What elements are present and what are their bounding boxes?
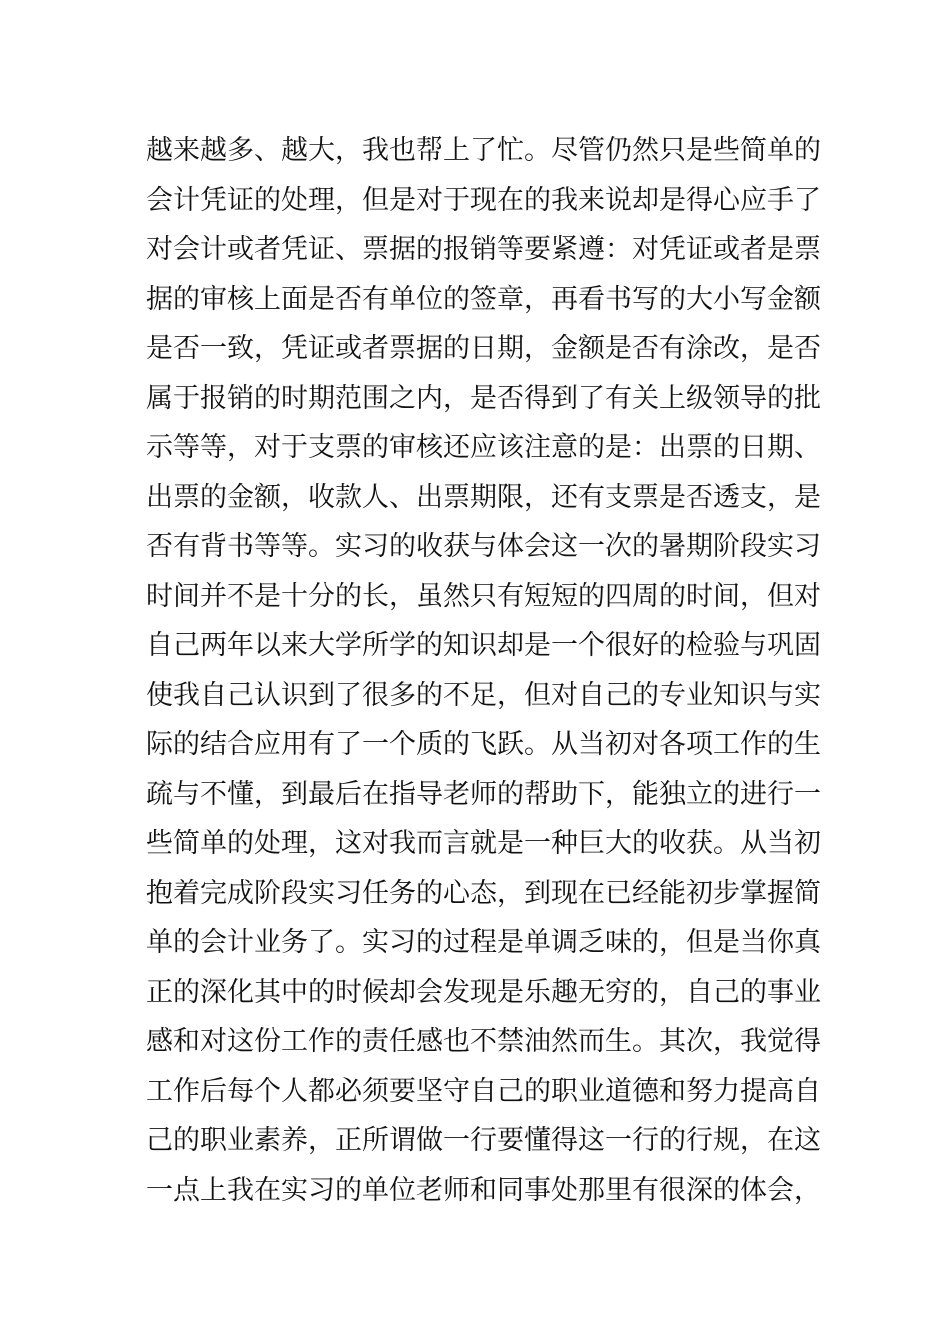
text-line: 己的职业素养，正所谓做一行要懂得这一行的行规，在这 [146, 1125, 821, 1156]
text-line: 时间并不是十分的长，虽然只有短短的四周的时间，但对 [146, 580, 821, 612]
text-line: 否有背书等等。实习的收获与体会这一次的暑期阶段实习 [146, 531, 821, 562]
body-text [146, 126, 821, 1215]
text-line: 使我自己认识到了很多的不足，但对自己的专业知识与实 [146, 679, 821, 711]
text-line: 际的结合应用有了一个质的飞跃。从当初对各项工作的生 [146, 729, 821, 760]
text-line: 一点上我在实习的单位老师和同事处那里有很深的体会， [146, 1174, 821, 1206]
text-line: 出票的金额，收款人、出票期限，还有支票是否透支，是 [146, 481, 821, 513]
text-line: 是否一致，凭证或者票据的日期，金额是否有涂改，是否 [146, 333, 821, 364]
text-line: 单的会计业务了。实习的过程是单调乏味的，但是当你真 [146, 927, 821, 958]
text-line: 工作后每个人都必须要坚守自己的职业道德和努力提高自 [146, 1075, 821, 1107]
text-line: 自己两年以来大学所学的知识却是一个很好的检验与巩固 [146, 630, 821, 661]
text-line: 对会计或者凭证、票据的报销等要紧遵：对凭证或者是票 [146, 234, 821, 265]
text-line: 些简单的处理，这对我而言就是一种巨大的收获。从当初 [146, 828, 821, 859]
text-line: 越来越多、越大，我也帮上了忙。尽管仍然只是些简单的 [146, 135, 821, 166]
text-line: 正的深化其中的时候却会发现是乐趣无穷的，自己的事业 [146, 976, 821, 1008]
text-line: 属于报销的时期范围之内，是否得到了有关上级领导的批 [146, 382, 821, 414]
text-line: 会计凭证的处理，但是对于现在的我来说却是得心应手了 [146, 184, 821, 216]
text-line: 据的审核上面是否有单位的签章，再看书写的大小写金额 [146, 283, 821, 315]
text-line: 抱着完成阶段实习任务的心态，到现在已经能初步掌握简 [146, 877, 821, 909]
text-line: 疏与不懂，到最后在指导老师的帮助下，能独立的进行一 [146, 778, 821, 810]
text-line: 感和对这份工作的责任感也不禁油然而生。其次，我觉得 [146, 1026, 821, 1057]
text-line: 示等等，对于支票的审核还应该注意的是：出票的日期、 [146, 432, 821, 463]
